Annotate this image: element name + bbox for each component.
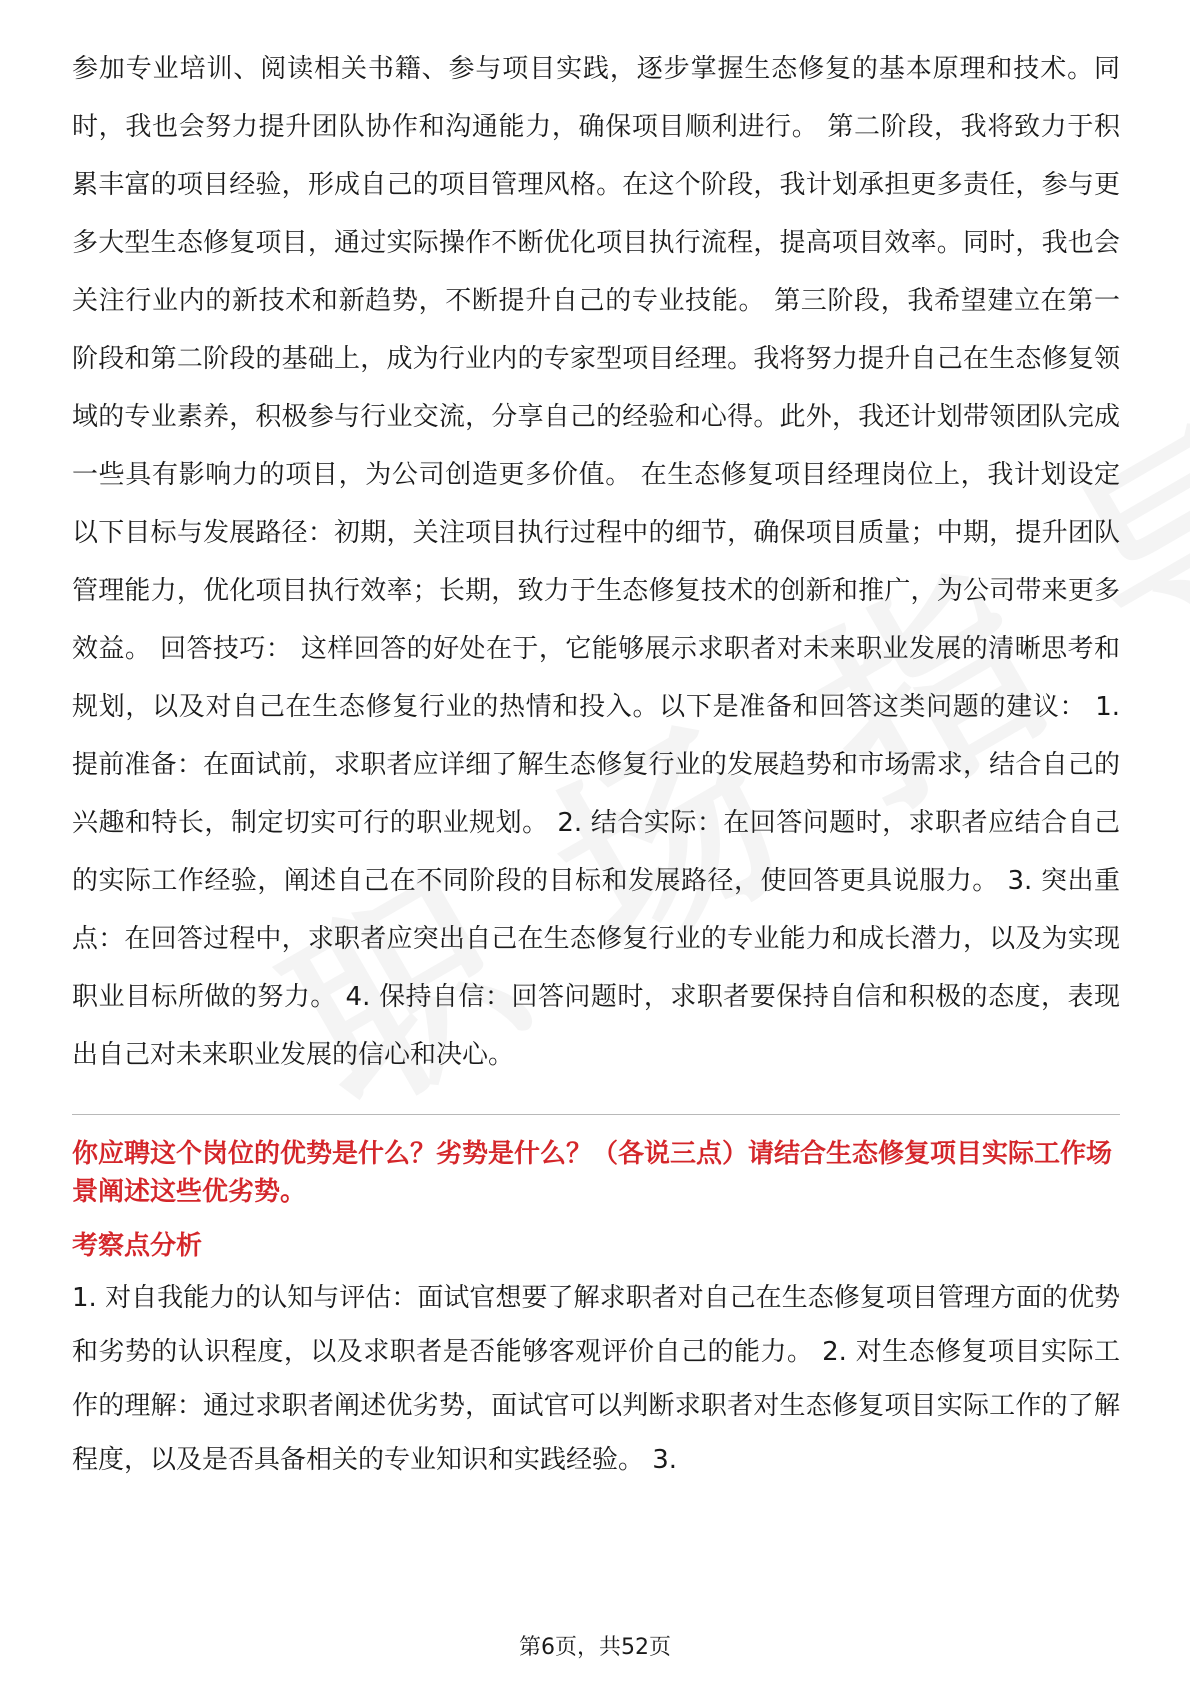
section-divider [72, 1114, 1120, 1115]
analysis-paragraph: 1. 对自我能力的认知与评估：面试官想要了解求职者对自己在生态修复项目管理方面的优势和劣势的认识程度，以及求职者是否能够客观评价自己的能力。 2. 对生态修复项目实际工作的理解：通过求职者阐述优劣势，面试官可以判断求职者对生态修复项目实际工作的了解程度，以及是否具备相关的专业知识和实践经验。 3. [72, 1283, 1120, 1475]
page-footer: 第6页，共52页 [519, 1635, 671, 1660]
page-content [72, 40, 1120, 1487]
interview-question: 你应聘这个岗位的优势是什么？劣势是什么？（各说三点）请结合生态修复项目实际工作场景阐述这些优劣势。 [72, 1139, 1113, 1207]
body-paragraph: 参加专业培训、阅读相关书籍、参与项目实践，逐步掌握生态修复的基本原理和技术。同时，我也会努力提升团队协作和沟通能力，确保项目顺利进行。 第二阶段，我将致力于积累丰富的项目经验，形成自己的项目管理风格。在这个阶段，我计划承担更多责任，参与更多大型生态修复项目，通过实际操作不断优化项目执行流程，提高项目效率。同时，我也会关注行业内的新技术和新趋势，不断提升自己的专业技能。 第三阶段，我希望建立在第一阶段和第二阶段的基础上，成为行业内的专家型项目经理。我将努力提升自己在生态修复领域的专业素养，积极参与行业交流，分享自己的经验和心得。此外，我还计划带领团队完成一些具有影响力的项目，为公司创造更多价值。 在生态修复项目经理岗位上，我计划设定以下目标与发展路径：初期，关注项目执行过程中的细节，确保项目质量；中期，提升团队管理能力，优化项目执行效率；长期，致力于生态修复技术的创新和推广，为公司带来更多效益。 回答技巧： 这样回答的好处在于，它能够展示求职者对未来职业发展的清晰思考和规划，以及对自己在生态修复行业的热情和投入。以下是准备和回答这类问题的建议： 1. 提前准备：在面试前，求职者应详细了解生态修复行业的发展趋势和市场需求，结合自己的兴趣和特长，制定切实可行的职业规划。 2. 结合实际：在回答问题时，求职者应结合自己的实际工作经验，阐述自己在不同阶段的目标和发展路径，使回答更具说服力。 3. 突出重点：在回答过程中，求职者应突出自己在生态修复行业的专业能力和成长潜力，以及为实现职业目标所做的努力。 4. 保持自信：回答问题时，求职者要保持自信和积极的态度，表现出自己对未来职业发展的信心和决心。 [72, 54, 1120, 1070]
analysis-heading: 考察点分析 [72, 1231, 203, 1261]
